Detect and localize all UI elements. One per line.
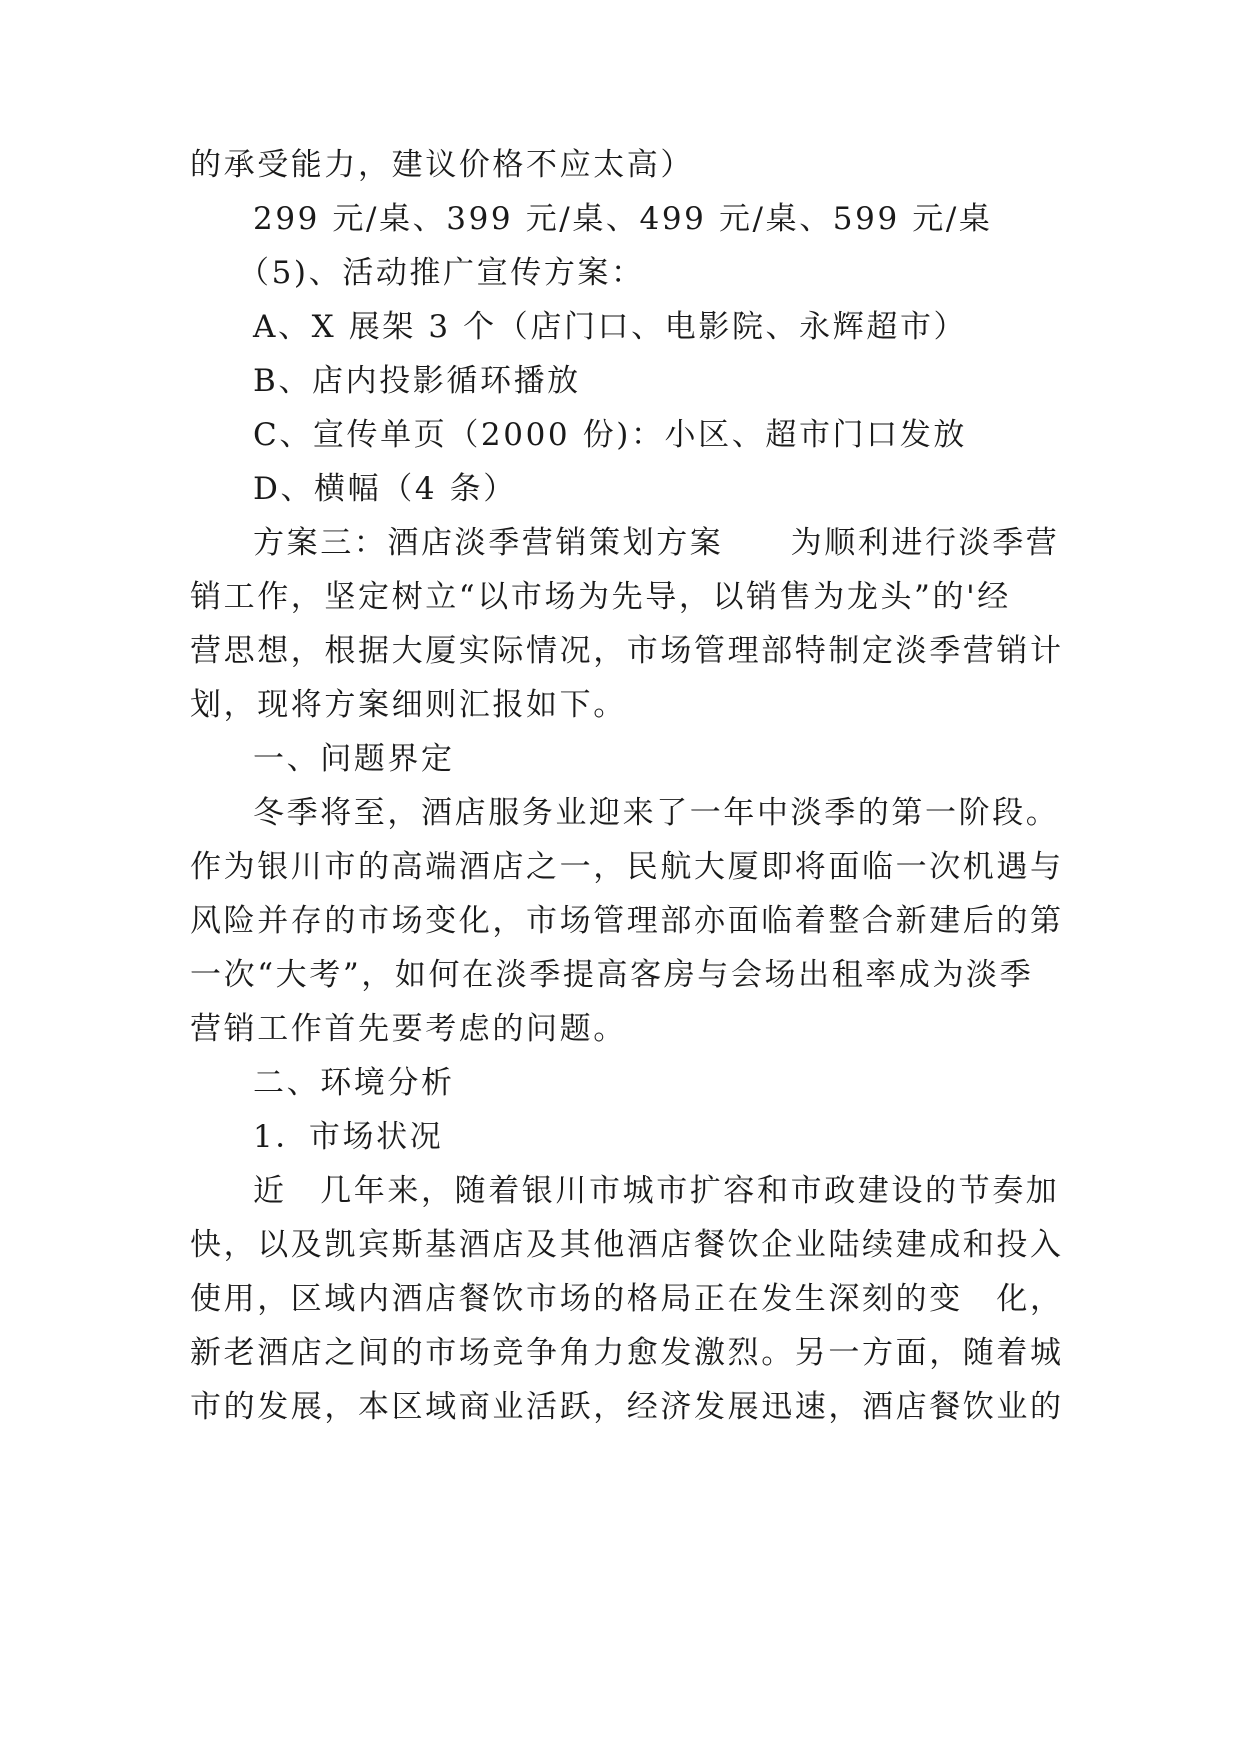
section-heading: （5)、活动推广宣传方案： <box>238 255 645 291</box>
subsection-heading: 1．市场状况 <box>253 1119 444 1155</box>
list-item: D、横幅（4 条） <box>253 471 517 507</box>
list-item: A、X 展架 3 个（店门口、电影院、永辉超市） <box>253 309 968 345</box>
price-line: 299 元/桌、399 元/桌、499 元/桌、599 元/桌 <box>253 201 993 237</box>
text-line: 快，以及凯宾斯基酒店及其他酒店餐饮企业陆续建成和投入 <box>190 1227 1064 1263</box>
text-line: 使用，区域内酒店餐饮市场的格局正在发生深刻的变 化， <box>190 1281 1064 1317</box>
text-line: 一次“大考”，如何在淡季提高客房与会场出租率成为淡季 <box>190 957 1034 993</box>
text-line: 营销工作首先要考虑的问题。 <box>190 1011 627 1047</box>
section-heading: 一、问题界定 <box>253 741 455 777</box>
text-line: 新老酒店之间的市场竞争角力愈发激烈。另一方面，随着城 <box>190 1335 1064 1371</box>
list-item: B、店内投影循环播放 <box>253 363 581 399</box>
text-line: 作为银川市的高端酒店之一，民航大厦即将面临一次机遇与 <box>190 849 1064 885</box>
text-line: 划，现将方案细则汇报如下。 <box>190 687 627 723</box>
text-line: 近 几年来，随着银川市城市扩容和市政建设的节奏加 <box>253 1173 1060 1209</box>
text-line: 冬季将至，酒店服务业迎来了一年中淡季的第一阶段。 <box>253 795 1060 831</box>
text-line: 方案三：酒店淡季营销策划方案 为顺利进行淡季营 <box>253 525 1060 561</box>
text-line: 营思想，根据大厦实际情况，市场管理部特制定淡季营销计 <box>190 633 1064 669</box>
list-item: C、宣传单页（2000 份)：小区、超市门口发放 <box>253 417 967 453</box>
text-line: 市的发展，本区域商业活跃，经济发展迅速，酒店餐饮业的 <box>190 1389 1064 1425</box>
text-line: 的承受能力，建议价格不应太高） <box>190 147 694 183</box>
text-line: 销工作，坚定树立“以市场为先导，以销售为龙头”的'经 <box>190 579 1011 615</box>
text-line: 风险并存的市场变化，市场管理部亦面临着整合新建后的第 <box>190 903 1064 939</box>
section-heading: 二、环境分析 <box>253 1065 455 1101</box>
